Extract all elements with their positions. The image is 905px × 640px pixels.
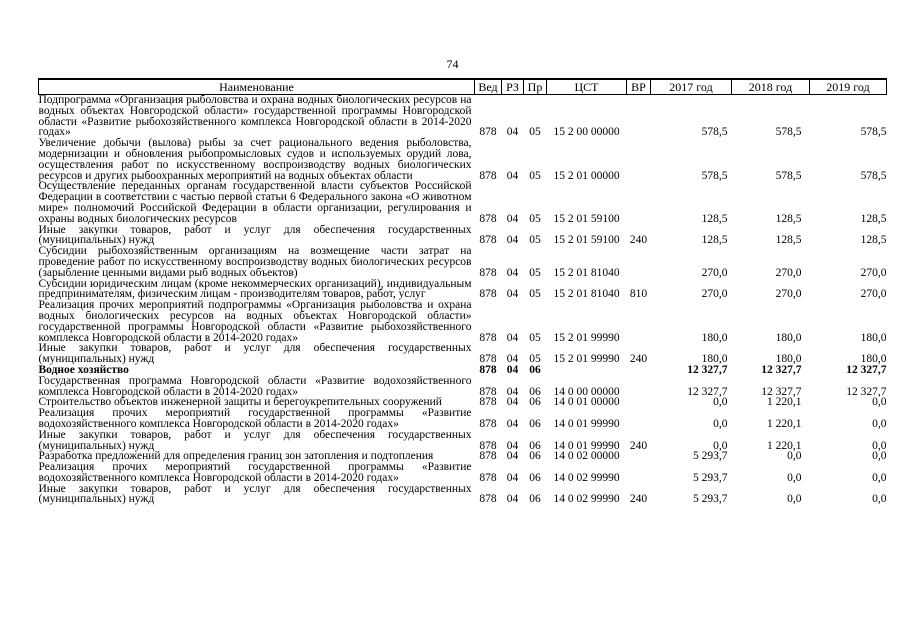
row-ved: 878 — [479, 353, 497, 366]
row-name: Иные закупки товаров, работ и услуг для обеспечения государственных (муниципальных) нужд — [38, 223, 472, 247]
row-amount-2019: 0,0 — [872, 493, 887, 506]
row-vr — [627, 300, 651, 343]
row-cst: 14 0 02 00000 — [553, 450, 620, 463]
row-vr — [627, 376, 651, 398]
row-ved: 878 — [479, 212, 497, 225]
row-rz: 04 — [506, 126, 519, 139]
row-cst: 15 2 01 81040 — [553, 288, 620, 301]
table-header — [39, 79, 887, 95]
row-name: Государственная программа Новгородской области «Развитие водохозяйственного комплекса Новгородской области в 2014-2020 годах» — [38, 374, 472, 398]
row-rz: 04 — [506, 212, 519, 225]
table-row — [39, 408, 887, 430]
row-name: Водное хозяйство — [38, 363, 129, 376]
header-rz: РЗ — [502, 79, 524, 95]
row-vr — [627, 408, 651, 430]
row-amount-2018: 578,5 — [775, 169, 802, 182]
header-vr: ВР — [627, 79, 651, 95]
row-amount-2019: 0,0 — [872, 439, 887, 452]
row-amount-2019: 270,0 — [860, 266, 887, 279]
row-ved: 878 — [479, 234, 497, 247]
row-pr: 05 — [529, 169, 541, 182]
row-rz: 04 — [506, 417, 519, 430]
table-row — [39, 343, 887, 365]
budget-table — [38, 78, 887, 505]
row-amount-2019: 0,0 — [872, 417, 887, 430]
row-pr: 05 — [529, 212, 541, 225]
row-amount-2017: 0,0 — [713, 417, 728, 430]
row-amount-2017: 12 327,7 — [687, 385, 728, 398]
row-ved: 878 — [479, 450, 497, 463]
row-cst: 15 2 01 99990 — [553, 353, 620, 366]
row-cst: 14 0 01 00000 — [553, 396, 620, 409]
row-cst: 14 0 01 99990 — [553, 417, 620, 430]
table-row — [39, 181, 887, 224]
row-rz: 04 — [506, 450, 519, 463]
row-cst: 14 0 02 99990 — [553, 493, 620, 506]
row-name: Реализация прочих мероприятий подпрограммы «Организация рыболовства и охрана водных биологических ресурсов на водных объектах Новгородской области» государственной программы Новгородской области «Развитие рыбохозяйственного комплекса Новгородской области в 2014-2020 годах» — [38, 299, 472, 344]
row-rz: 04 — [506, 493, 519, 506]
row-amount-2019: 0,0 — [872, 450, 887, 463]
header-2019: 2019 год — [810, 79, 887, 95]
row-vr: 240 — [629, 234, 648, 247]
header-pr: Пр — [524, 79, 547, 95]
row-pr: 05 — [529, 331, 541, 344]
row-cst: 15 2 01 99990 — [553, 331, 620, 344]
row-pr: 06 — [529, 417, 541, 430]
row-amount-2019: 0,0 — [872, 471, 887, 484]
row-vr: 240 — [629, 493, 648, 506]
row-ved: 878 — [479, 169, 497, 182]
row-cst: 15 2 01 00000 — [553, 169, 620, 182]
row-pr: 06 — [529, 471, 541, 484]
row-ved: 878 — [479, 471, 497, 484]
row-amount-2017: 578,5 — [701, 126, 728, 139]
row-name: Субсидии юридическим лицам (кроме некоммерческих организаций), индивидуальным предпринимателям, физическим лицам - производителям товаров, работ, услуг — [38, 277, 472, 301]
row-rz: 04 — [506, 385, 519, 398]
row-amount-2017: 270,0 — [701, 266, 728, 279]
row-pr: 05 — [529, 353, 541, 366]
row-amount-2018: 0,0 — [787, 471, 802, 484]
row-ved: 878 — [479, 385, 497, 398]
row-amount-2017: 128,5 — [701, 212, 728, 225]
row-pr: 05 — [529, 126, 541, 139]
row-name: Иные закупки товаров, работ и услуг для обеспечения государственных (муниципальных) нужд — [38, 482, 472, 506]
row-amount-2018: 270,0 — [775, 288, 802, 301]
table-row — [39, 300, 887, 343]
row-pr: 06 — [529, 396, 541, 409]
row-amount-2017: 578,5 — [701, 169, 728, 182]
row-cst: 14 0 00 00000 — [553, 385, 620, 398]
table-row — [39, 279, 887, 301]
header-ved: Вед — [475, 79, 502, 95]
row-amount-2017: 270,0 — [701, 288, 728, 301]
row-amount-2018: 578,5 — [775, 126, 802, 139]
row-amount-2017: 180,0 — [701, 331, 728, 344]
row-ved: 878 — [479, 363, 497, 376]
row-amount-2019: 12 327,7 — [846, 363, 887, 376]
row-vr — [627, 246, 651, 278]
row-pr: 06 — [529, 439, 541, 452]
row-amount-2019: 12 327,7 — [846, 385, 887, 398]
row-cst — [547, 365, 627, 376]
row-amount-2018: 12 327,7 — [761, 363, 802, 376]
row-name: Строительство объектов инженерной защиты и берегоукрепительных сооружений — [38, 396, 442, 409]
table-body — [39, 95, 887, 506]
row-amount-2018: 270,0 — [775, 266, 802, 279]
row-amount-2017: 5 293,7 — [693, 450, 728, 463]
row-rz: 04 — [506, 439, 519, 452]
row-ved: 878 — [479, 126, 497, 139]
row-rz: 04 — [506, 363, 519, 376]
row-cst: 15 2 01 59100 — [553, 234, 620, 247]
row-vr — [627, 462, 651, 484]
row-amount-2018: 1 220,1 — [767, 396, 802, 409]
row-amount-2017: 5 293,7 — [693, 471, 728, 484]
row-amount-2018: 128,5 — [775, 212, 802, 225]
row-amount-2019: 128,5 — [860, 212, 887, 225]
row-amount-2018: 0,0 — [787, 493, 802, 506]
row-rz: 04 — [506, 266, 519, 279]
row-amount-2017: 5 293,7 — [693, 493, 728, 506]
row-cst: 14 0 02 99990 — [553, 471, 620, 484]
row-ved: 878 — [479, 417, 497, 430]
row-rz: 04 — [506, 234, 519, 247]
table-row — [39, 462, 887, 484]
row-amount-2019: 578,5 — [860, 169, 887, 182]
header-cst: ЦСТ — [547, 79, 627, 95]
table-row — [39, 376, 887, 398]
header-row — [39, 79, 887, 95]
row-amount-2018: 128,5 — [775, 234, 802, 247]
row-rz: 04 — [506, 288, 519, 301]
table-row — [39, 225, 887, 247]
row-vr — [627, 181, 651, 224]
row-amount-2017: 12 327,7 — [687, 363, 728, 376]
row-name: Реализация прочих мероприятий государственной программы «Развитие водохозяйственного комплекса Новгородской области в 2014-2020 годах» — [38, 407, 472, 430]
table-row — [39, 484, 887, 506]
row-name: Подпрограмма «Организация рыболовства и охрана водных биологических ресурсов на водных объектах Новгородской области» государственной программы Новгородской области «Развитие рыбохозяйственного комплекса Новгородской области в 2014-2020 годах» — [38, 94, 472, 139]
row-cst: 15 2 01 81040 — [553, 266, 620, 279]
row-ved: 878 — [479, 439, 497, 452]
row-rz: 04 — [506, 169, 519, 182]
budget-sheet — [38, 78, 886, 505]
row-amount-2017: 0,0 — [713, 439, 728, 452]
row-amount-2017: 180,0 — [701, 353, 728, 366]
row-amount-2018: 12 327,7 — [761, 385, 802, 398]
row-rz: 04 — [506, 353, 519, 366]
row-pr: 05 — [529, 266, 541, 279]
row-name: Субсидии рыбохозяйственным организациям на возмещение части затрат на проведение работ по искусственному воспроизводству водных биологических ресурсов (зарыбление ценными видами рыб водных объектов) — [38, 245, 472, 279]
row-name: Разработка предложений для определения границ зон затопления и подтопления — [38, 450, 434, 463]
row-ved: 878 — [479, 331, 497, 344]
row-rz: 04 — [506, 331, 519, 344]
page-number: 74 — [446, 57, 459, 71]
row-amount-2018: 180,0 — [775, 331, 802, 344]
row-pr: 06 — [529, 363, 541, 376]
table-row — [39, 246, 887, 278]
header-2018: 2018 год — [732, 79, 810, 95]
row-amount-2018: 1 220,1 — [767, 439, 802, 452]
row-amount-2019: 270,0 — [860, 288, 887, 301]
row-amount-2017: 128,5 — [701, 234, 728, 247]
row-pr: 05 — [529, 234, 541, 247]
row-ved: 878 — [479, 396, 497, 409]
row-amount-2018: 180,0 — [775, 353, 802, 366]
row-cst: 15 2 00 00000 — [553, 126, 620, 139]
row-name: Увеличение добычи (вылова) рыбы за счет рационального ведения рыболовства, модернизации и обновления рыбопромысловых судов и используемых орудий лова, осуществления работ по искусственному воспроизводству водных биологических ресурсов и других рыбоохранных мероприятий на водных объектах области — [38, 137, 472, 182]
row-amount-2019: 128,5 — [860, 234, 887, 247]
row-vr: 240 — [629, 353, 648, 366]
row-pr: 06 — [529, 493, 541, 506]
row-ved: 878 — [479, 493, 497, 506]
row-amount-2019: 578,5 — [860, 126, 887, 139]
row-vr — [627, 95, 651, 139]
table-row — [39, 430, 887, 452]
row-vr: 810 — [629, 288, 648, 301]
row-amount-2018: 1 220,1 — [767, 417, 802, 430]
row-vr — [627, 138, 651, 181]
row-cst: 15 2 01 59100 — [553, 212, 620, 225]
row-name: Иные закупки товаров, работ и услуг для обеспечения государственных (муниципальных) нужд — [38, 428, 472, 452]
row-rz: 04 — [506, 396, 519, 409]
table-row — [39, 138, 887, 181]
row-pr: 05 — [529, 288, 541, 301]
row-vr — [627, 451, 651, 462]
row-cst: 14 0 01 99990 — [553, 439, 620, 452]
row-amount-2019: 0,0 — [872, 396, 887, 409]
row-ved: 878 — [479, 266, 497, 279]
row-amount-2019: 180,0 — [860, 353, 887, 366]
row-pr: 06 — [529, 450, 541, 463]
row-amount-2019: 180,0 — [860, 331, 887, 344]
header-name: Наименование — [39, 79, 475, 95]
row-vr: 240 — [629, 439, 648, 452]
row-rz: 04 — [506, 471, 519, 484]
row-pr: 06 — [529, 385, 541, 398]
row-amount-2017: 0,0 — [713, 396, 728, 409]
row-vr — [627, 365, 651, 376]
row-amount-2018: 0,0 — [787, 450, 802, 463]
row-vr — [627, 397, 651, 408]
row-name: Реализация прочих мероприятий государственной программы «Развитие водохозяйственного комплекса Новгородской области в 2014-2020 годах» — [38, 461, 472, 484]
row-name: Осуществление переданных органам государственной власти субъектов Российской Федерации в соответствии с частью первой статьи 6 Федерального закона «О животном мире» полномочий Российской Федерации в области организации, регулирования и охраны водных биологических ресурсов — [38, 180, 472, 225]
row-name: Иные закупки товаров, работ и услуг для обеспечения государственных (муниципальных) нужд — [38, 342, 472, 366]
table-row — [39, 95, 887, 139]
row-ved: 878 — [479, 288, 497, 301]
header-2017: 2017 год — [651, 79, 732, 95]
